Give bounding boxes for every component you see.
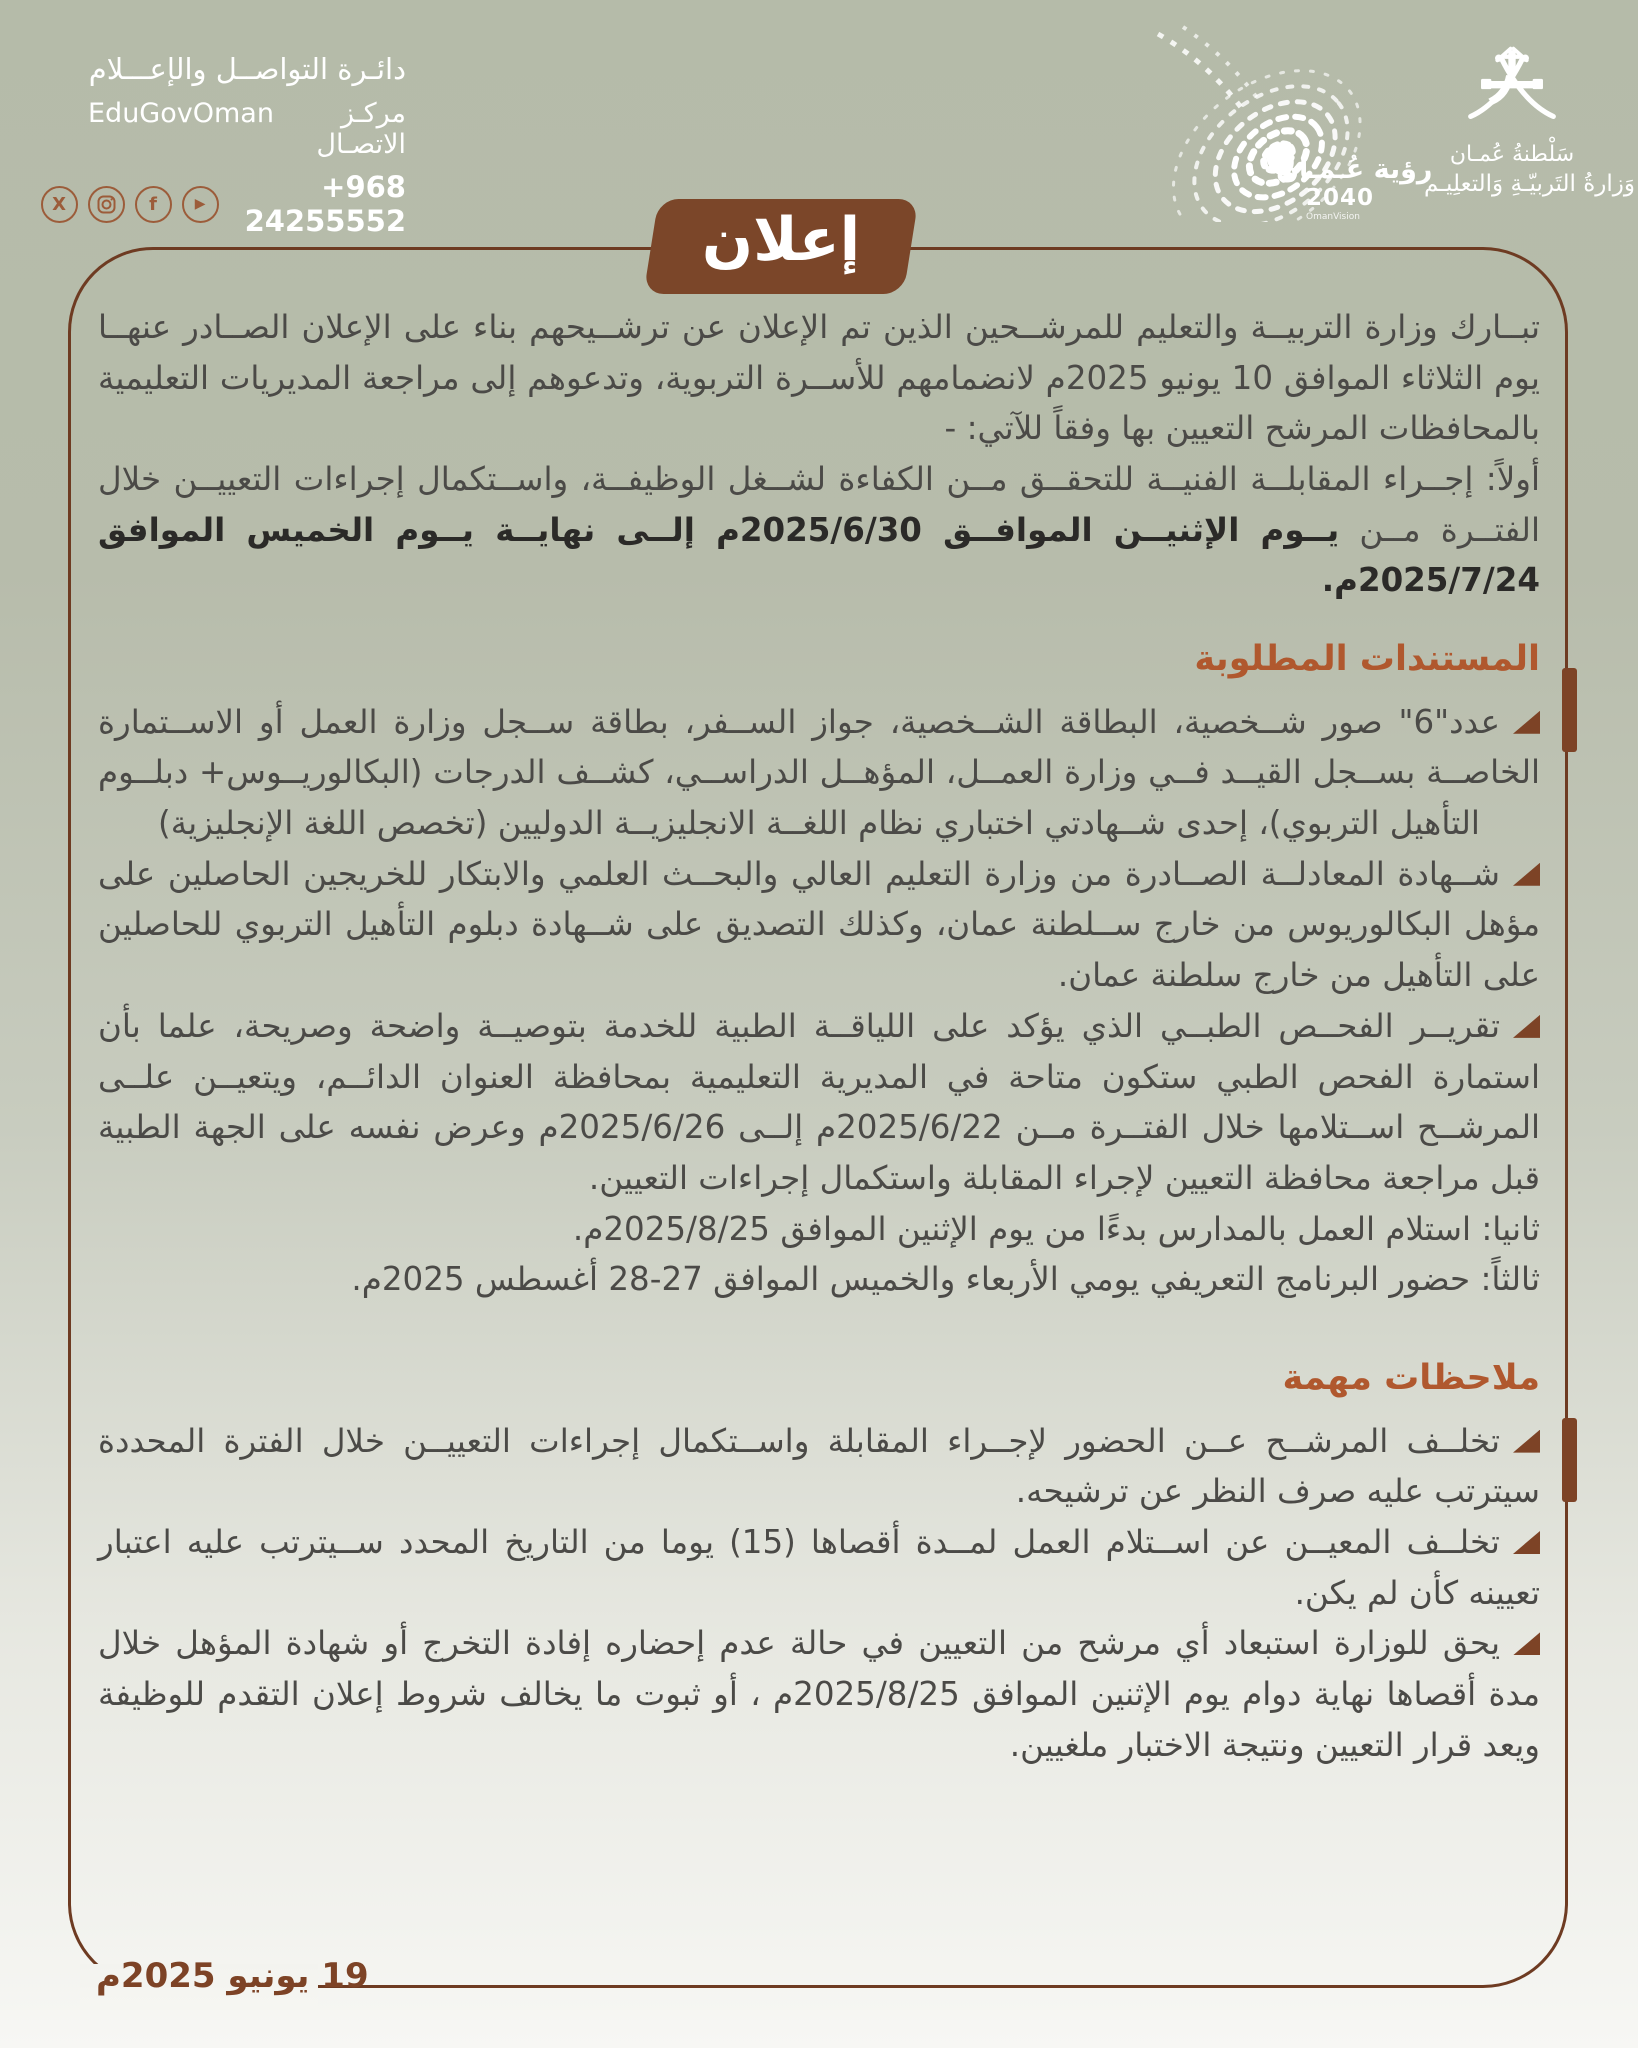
third-clause-paragraph [98, 1254, 1540, 1305]
instagram-icon[interactable] [88, 186, 125, 223]
documents-bullet-2-text: شــهادة المعادلــة الصــادرة من وزارة التعليم العالي والبحــث العلمي والابتكار للخريجين الحاصلين على مؤهل البكالوريوس من خارج ســلطنة عمان، وكذلك التصديق على شــهادة دبلوم التأهيل التربوي للحاصلين على التأهيل من خارج سلطنة عمان. [98, 854, 1540, 995]
youtube-icon[interactable]: ▶ [182, 186, 219, 223]
notes-bullet-3-text: يحق للوزارة استبعاد أي مرشح من التعيين في حالة عدم إحضاره إفادة التخرج أو شهادة المؤهل خلال مدة أقصاها نهاية دوام يوم الإثنين الموافق 2025/8/25م ، أو ثبوت ما يخالف شروط إعلان التقدم للوظيفة ويعد قرار التعيين ونتيجة الاختبار ملغيين. [98, 1624, 1541, 1764]
phone-number: +968 24255552 [244, 170, 407, 238]
oman-vision-2040-logo [1128, 22, 1433, 222]
first-clause-text: أولاً: إجــراء المقابلــة الفنيــة للتحقــق مــن الكفاءة لشــغل الوظيفــة، واســتكمال إجراءات التعييــن خلال الفتــرة مــن [98, 460, 1540, 549]
notes-heading-accent-bar [1562, 1418, 1577, 1502]
emblem-ministry-name: وَزارةُ التَربيّـةِ وَالتعلِيـم [1424, 171, 1635, 197]
bullet-triangle-icon [1513, 863, 1540, 886]
vision-logo-name: رؤية عُـمـان [1276, 154, 1433, 185]
third-clause-text: ثالثاً: حضور البرنامج التعريفي يومي الأربعاء والخميس الموافق 27-28 أغسطس 2025م. [351, 1260, 1540, 1299]
notes-section-heading: ملاحظات مهمة [1282, 1357, 1540, 1398]
department-name: دائـرة التواصــل والإعـــلام [88, 52, 406, 86]
ministry-emblem-block [1424, 36, 1635, 197]
bullet-triangle-icon [1513, 1531, 1540, 1554]
documents-heading-accent-bar [1562, 668, 1577, 752]
title-banner [643, 199, 918, 294]
second-clause-text: ثانيا: استلام العمل بالمدارس بدءًا من يوم الإثنين الموافق 2025/8/25م. [572, 1209, 1540, 1248]
facebook-icon[interactable]: f [135, 186, 172, 223]
second-clause-paragraph [98, 1204, 1540, 1255]
bullet-triangle-icon [1513, 1632, 1540, 1655]
documents-bullet-3-text: تقريــر الفحــص الطبــي الذي يؤكد على اللياقــة الطبية للخدمة بتوصيــة واضحة وصريحة، علما بأن استمارة الفحص الطبي ستكون متاحة في المديرية التعليمية بمحافظة العنوان الدائــم، ويتعيــن علــى المرشــح اســتلامها خلال الفتــرة مــن 2025/6/22م إلــى 2025/6/26م وعرض نفسه على الجهة الطبية قبل مراجعة محافظة التعيين لإجراء المقابلة واستكمال إجراءات التعيين. [98, 1006, 1540, 1197]
announcement-body [98, 302, 1540, 1770]
contact-center-label: مركـز الاتصـال [316, 98, 406, 160]
x-icon[interactable]: X [41, 186, 78, 223]
intro-paragraph [98, 302, 1540, 454]
bullet-triangle-icon [1513, 1430, 1540, 1453]
vision-logo-caption: OmanVision [1306, 212, 1360, 222]
intro-text: تبــارك وزارة التربيــة والتعليم للمرشــحين الذين تم الإعلان عن ترشــيحهم بناء على الإعلان الصــادر عنهــا يوم الثلاثاء الموافق 10 يونيو 2025م لانضمامهم للأســرة التربوية، وتدعوهم إلى مراجعة المديريات التعليمية بالمحافظات المرشح التعيين بها وفقاً للآتي: - [98, 308, 1540, 448]
notes-bullet-2-text: تخلــف المعيــن عن اســتلام العمل لمــدة أقصاها (15) يوما من التاريخ المحدد ســيترتب عليه اعتبار تعيينه كأن لم يكن. [98, 1522, 1540, 1612]
publish-date: 19 يونيو 2025م [96, 1956, 369, 1996]
bullet-triangle-icon [1513, 1015, 1540, 1038]
notes-bullet-1 [98, 1416, 1540, 1517]
documents-section-heading: المستندات المطلوبة [1194, 639, 1540, 680]
vision-logo-year: 2040 [1306, 185, 1375, 211]
account-handle: EduGovOman [88, 98, 274, 129]
header-contact-block [52, 52, 407, 238]
notes-bullet-2 [98, 1517, 1540, 1618]
documents-bullet-2 [98, 849, 1540, 1001]
notes-bullet-3 [98, 1618, 1540, 1770]
documents-bullet-1-text: عدد"6" صور شــخصية، البطاقة الشــخصية، جواز الســفر، بطاقة ســجل وزارة العمل أو الاســتمارة الخاصــة بســجل القيــد فــي وزارة العمــل، المؤهــل الدراســي، كشــف الدرجات (البكالوريــوس+ دبلــوم التأهيل التربوي)، إحدى شــهادتي اختباري نظام اللغــة الانجليزيــة الدوليين (تخصص اللغة الإنجليزية) [98, 702, 1540, 843]
emblem-country-name: سَلْطنةُ عُمـان [1449, 142, 1575, 167]
first-clause-paragraph [98, 454, 1540, 606]
bullet-triangle-icon [1513, 711, 1540, 734]
first-clause-dates: يــوم الإثنيــن الموافــق 2025/6/30م إلــى نهايــة يــوم الخميس الموافق 2025/7/24م. [98, 510, 1540, 600]
oman-national-emblem-icon [1453, 36, 1571, 132]
page-title: إعلان [701, 204, 861, 275]
notes-bullet-1-text: تخلــف المرشــح عــن الحضور لإجــراء المقابلة واســتكمال إجراءات التعييــن خلال الفترة المحددة سيترتب عليه صرف النظر عن ترشيحه. [98, 1421, 1540, 1511]
documents-bullet-3 [98, 1001, 1540, 1204]
documents-bullet-1 [98, 697, 1540, 849]
social-icons-row [41, 186, 219, 223]
